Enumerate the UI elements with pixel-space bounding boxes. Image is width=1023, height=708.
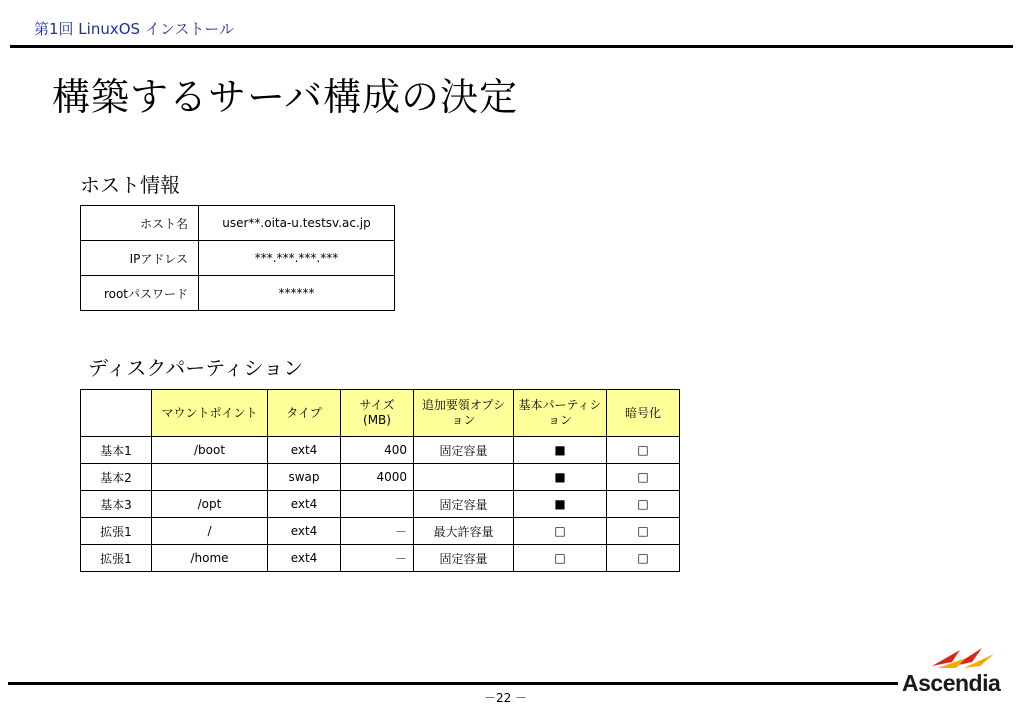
table-row (81, 518, 680, 545)
root-password-value: ****** (199, 276, 395, 311)
partition-name: 拡張1 (81, 545, 152, 572)
partition-type: ext4 (268, 545, 341, 572)
table-row (81, 464, 680, 491)
table-row (81, 206, 395, 241)
size-option (414, 464, 514, 491)
page-number: －22 － (484, 691, 528, 705)
partition-size: 400 (341, 437, 414, 464)
primary-checkbox: □ (514, 545, 607, 572)
header-type: タイプ (268, 390, 341, 437)
header-option: 追加要領オプシ ョン (414, 390, 514, 437)
header-encryption: 暗号化 (607, 390, 680, 437)
mount-point: / (152, 518, 268, 545)
partition-type: ext4 (268, 491, 341, 518)
partition-size: 4000 (341, 464, 414, 491)
table-row (81, 241, 395, 276)
size-option: 固定容量 (414, 437, 514, 464)
host-info-table (80, 205, 395, 311)
mount-point: /boot (152, 437, 268, 464)
header-mount-point: マウントポイント (152, 390, 268, 437)
slide-title: 構築するサーバ構成の決定 (52, 75, 519, 119)
disk-partition-heading: ディスクパーティション (88, 356, 304, 380)
table-row (81, 276, 395, 311)
partition-type: swap (268, 464, 341, 491)
primary-checkbox: ■ (514, 491, 607, 518)
bottom-divider (8, 682, 898, 685)
encrypt-checkbox: □ (607, 491, 680, 518)
ip-address-value: ***.***.***.*** (199, 241, 395, 276)
ascendia-logo (902, 644, 1012, 700)
primary-checkbox: □ (514, 518, 607, 545)
partition-type: ext4 (268, 518, 341, 545)
partition-size: － (341, 545, 414, 572)
header-primary-partition: 基本パーティシ ョン (514, 390, 607, 437)
table-row (81, 545, 680, 572)
logo-text: Ascendia (902, 670, 1001, 696)
table-row (81, 437, 680, 464)
top-divider (10, 45, 1013, 48)
ip-address-label: IPアドレス (81, 241, 199, 276)
size-option: 最大許容量 (414, 518, 514, 545)
encrypt-checkbox: □ (607, 437, 680, 464)
mount-point (152, 464, 268, 491)
disk-partition-table (80, 389, 680, 572)
size-option: 固定容量 (414, 491, 514, 518)
partition-name: 基本3 (81, 491, 152, 518)
partition-size (341, 491, 414, 518)
header-size: サイズ (MB) (341, 390, 414, 437)
header-title: 第1回 LinuxOS インストール (34, 20, 235, 38)
primary-checkbox: ■ (514, 437, 607, 464)
root-password-label: rootパスワード (81, 276, 199, 311)
mount-point: /opt (152, 491, 268, 518)
partition-name: 基本2 (81, 464, 152, 491)
partition-size: － (341, 518, 414, 545)
mount-point: /home (152, 545, 268, 572)
encrypt-checkbox: □ (607, 464, 680, 491)
table-header-row (81, 390, 680, 437)
hostname-label: ホスト名 (81, 206, 199, 241)
partition-name: 基本1 (81, 437, 152, 464)
partition-type: ext4 (268, 437, 341, 464)
encrypt-checkbox: □ (607, 545, 680, 572)
hostname-value: user**.oita-u.testsv.ac.jp (199, 206, 395, 241)
size-option: 固定容量 (414, 545, 514, 572)
header-blank (81, 390, 152, 437)
encrypt-checkbox: □ (607, 518, 680, 545)
partition-name: 拡張1 (81, 518, 152, 545)
host-info-heading: ホスト情報 (80, 173, 180, 197)
primary-checkbox: ■ (514, 464, 607, 491)
table-row (81, 491, 680, 518)
